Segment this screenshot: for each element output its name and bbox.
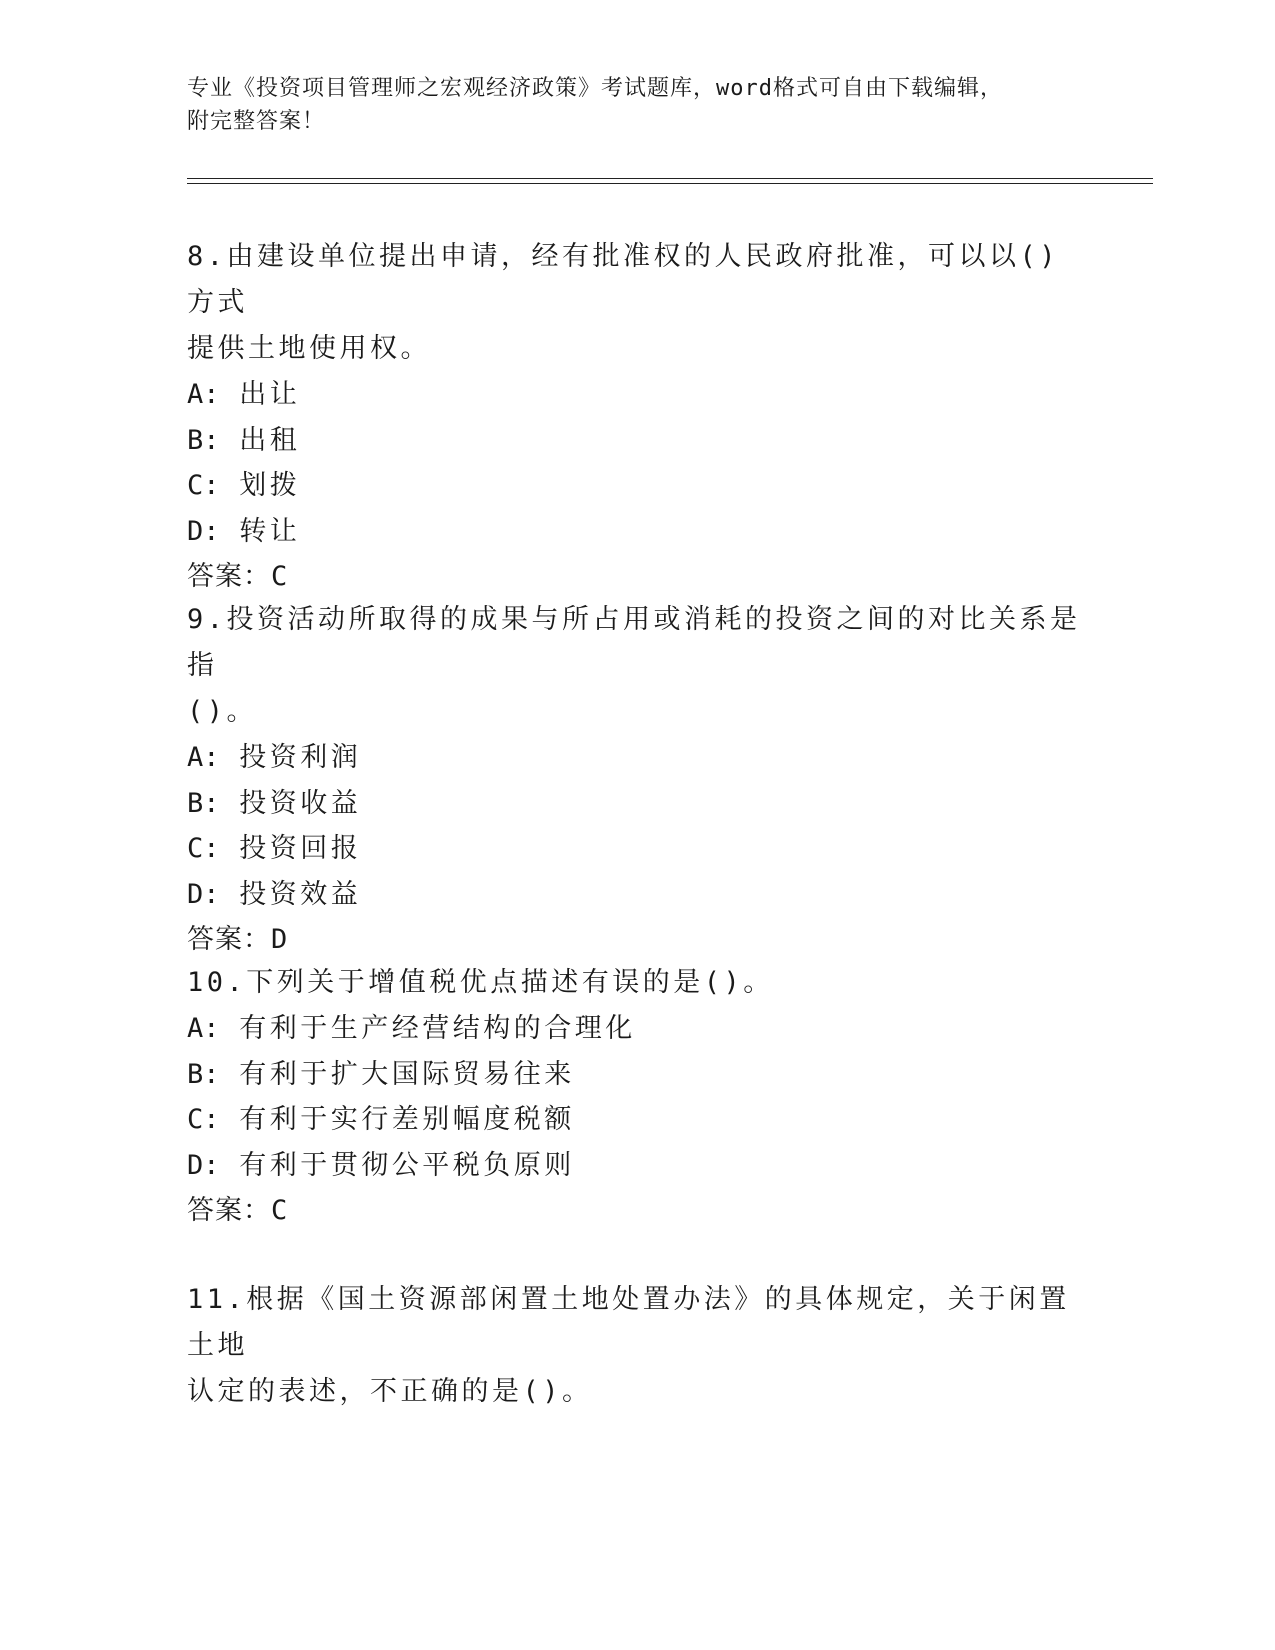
question-9 <box>187 597 1087 963</box>
option-text: 有利于生产经营结构的合理化 <box>239 1013 636 1044</box>
answer-label: 答案： <box>187 1195 271 1226</box>
answer-label: 答案： <box>187 561 271 592</box>
option-letter: B: <box>187 1058 220 1090</box>
option-text: 投资效益 <box>239 878 362 910</box>
header-line-2: 附完整答案！ <box>187 109 326 134</box>
option-letter: A: <box>187 379 220 410</box>
header-line-1: 专业《投资项目管理师之宏观经济政策》考试题库，word格式可自由下载编辑， <box>187 76 1003 101</box>
question-10 <box>187 960 1087 1234</box>
question-stem-line: 9.投资活动所取得的成果与所占用或消耗的投资之间的对比关系是指 <box>187 604 1081 681</box>
question-11 <box>187 1277 1087 1415</box>
option-b <box>187 418 1087 464</box>
option-b <box>187 781 1087 827</box>
option-letter: B: <box>187 424 220 456</box>
option-text: 划拨 <box>239 470 301 501</box>
option-c <box>187 1097 1087 1143</box>
option-text: 投资利润 <box>239 742 362 773</box>
option-c <box>187 463 1087 509</box>
question-stem-line: 10.下列关于增值税优点描述有误的是()。 <box>187 967 774 998</box>
option-d <box>187 509 1087 555</box>
question-stem-line: 8.由建设单位提出申请，经有批准权的人民政府批准，可以以()方式 <box>187 241 1060 318</box>
option-letter: D: <box>187 515 220 547</box>
question-stem-line: 11.根据《国土资源部闲置土地处置办法》的具体规定，关于闲置土地 <box>187 1284 1070 1361</box>
option-letter: D: <box>187 1149 220 1181</box>
option-text: 出让 <box>239 379 301 410</box>
answer-value: D <box>271 924 288 955</box>
question-8 <box>187 234 1087 600</box>
option-b <box>187 1052 1087 1098</box>
header-divider-bottom <box>187 183 1153 184</box>
option-text: 投资回报 <box>239 833 362 864</box>
option-a <box>187 1006 1087 1052</box>
answer-line <box>187 917 1087 963</box>
option-letter: B: <box>187 787 220 819</box>
option-letter: C: <box>187 470 220 501</box>
option-d <box>187 872 1087 918</box>
document-header <box>187 72 1087 138</box>
option-letter: A: <box>187 1013 220 1044</box>
option-a <box>187 735 1087 781</box>
answer-line <box>187 554 1087 600</box>
option-text: 投资收益 <box>239 787 362 819</box>
question-stem-line: ()。 <box>187 696 258 727</box>
option-letter: C: <box>187 1104 220 1135</box>
option-text: 有利于扩大国际贸易往来 <box>239 1058 575 1090</box>
question-stem-line: 提供土地使用权。 <box>187 333 431 364</box>
option-text: 有利于贯彻公平税负原则 <box>239 1149 575 1181</box>
option-d <box>187 1143 1087 1189</box>
option-text: 有利于实行差别幅度税额 <box>239 1104 575 1135</box>
option-a <box>187 372 1087 418</box>
option-c <box>187 826 1087 872</box>
answer-line <box>187 1188 1087 1234</box>
option-letter: D: <box>187 878 220 910</box>
answer-value: C <box>271 1195 288 1226</box>
option-text: 转让 <box>239 515 301 547</box>
answer-label: 答案： <box>187 924 271 955</box>
answer-value: C <box>271 561 288 592</box>
option-text: 出租 <box>239 424 301 456</box>
option-letter: A: <box>187 742 220 773</box>
question-stem-line: 认定的表述，不正确的是()。 <box>187 1376 593 1407</box>
header-divider-top <box>187 178 1153 179</box>
option-letter: C: <box>187 833 220 864</box>
